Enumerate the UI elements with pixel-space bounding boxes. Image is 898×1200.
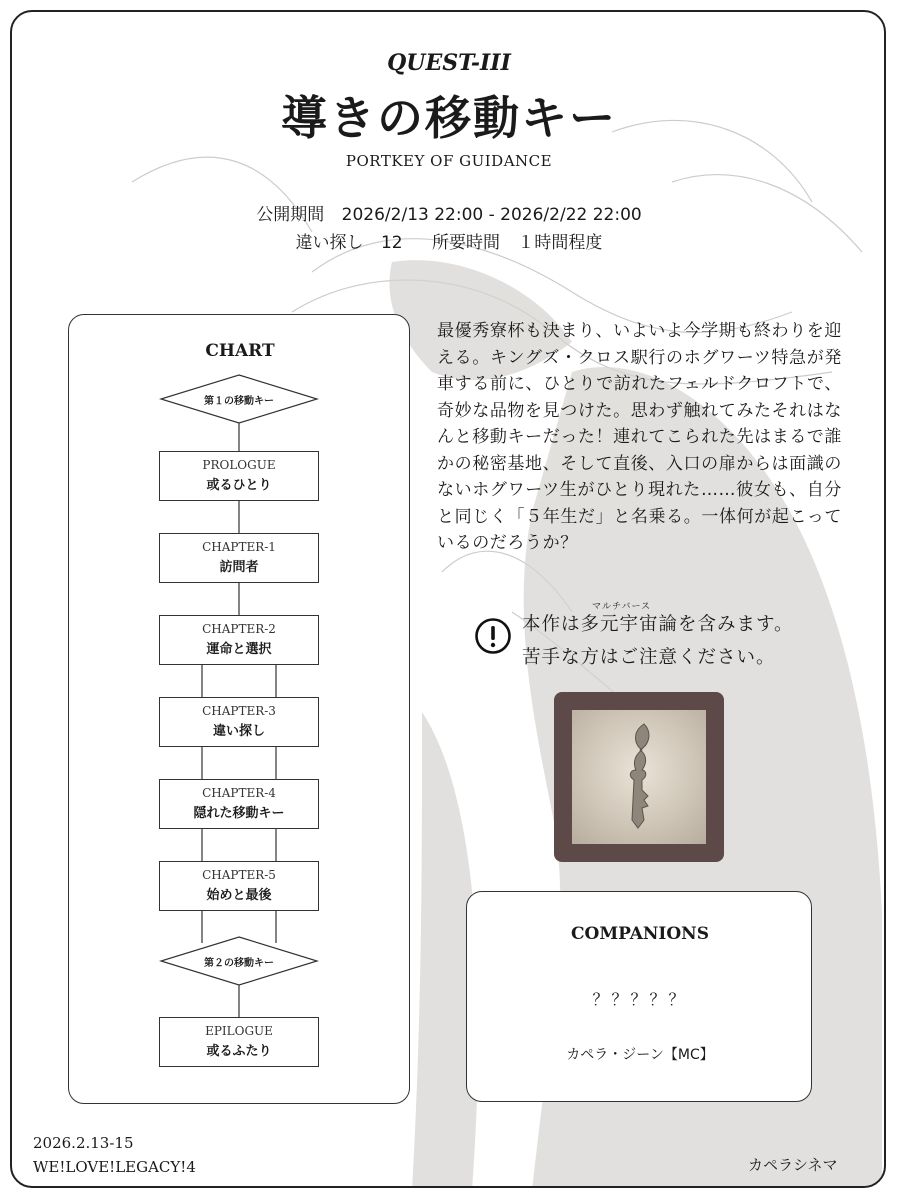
footer-event: WE!LOVE!LEGACY!4 — [33, 1158, 196, 1176]
story-text: 最優秀寮杯も決まり、いよいよ今学期も終わりを迎える。キングズ・クロス駅行のホグワーツ特急が発車する前に、ひとりで訪れたフェルドクロフトで、奇妙な品物を見つけた。思わず触れてみたそれはなんと移動キーだった！連れてこられた先はまるで誰かの秘密基地、そして直後、入口の扉からは面識のないホグワーツ生がひとり現れた……彼女も、自分と同じく「５年生だ」と名乗る。一体何が起こっているのだろうか？ — [437, 321, 842, 553]
node-label: EPILOGUE — [205, 1024, 273, 1038]
diamond-portkey-1: 第１の移動キー — [204, 396, 274, 407]
companions-panel — [466, 891, 812, 1102]
flow-node-chapter-3 — [159, 697, 319, 747]
node-subtitle: 隠れた移動キー — [193, 806, 285, 821]
warning-line-1: 本作は多元宇宙論を含みます。 — [522, 614, 794, 635]
flow-node-prologue — [159, 451, 319, 501]
flow-node-chapter-2 — [159, 615, 319, 665]
companion-member: カペラ・ジーン【MC】 — [566, 1047, 714, 1063]
companion-unknown: ？？？？？ — [592, 990, 688, 1009]
node-label: CHAPTER-1 — [202, 540, 276, 554]
node-subtitle: 或るひとり — [206, 478, 272, 493]
flow-node-chapter-5 — [159, 861, 319, 911]
flow-node-chapter-4 — [159, 779, 319, 829]
node-label: CHAPTER-5 — [202, 868, 276, 882]
page-subtitle: PORTKEY OF GUIDANCE — [345, 152, 553, 170]
warning-icon — [474, 617, 512, 655]
chart-panel — [68, 314, 410, 1104]
portkey-image-inner — [572, 710, 706, 844]
footer-circle: カペラシネマ — [748, 1156, 838, 1174]
node-subtitle: 違い探し — [212, 724, 265, 739]
footer-date: 2026.2.13-15 — [33, 1134, 134, 1152]
period-row — [0, 200, 898, 225]
node-label: CHAPTER-2 — [202, 622, 276, 636]
stats-row — [0, 228, 898, 253]
node-subtitle: 或るふたり — [206, 1044, 272, 1059]
node-subtitle: 始めと最後 — [206, 888, 272, 903]
key-icon — [572, 710, 706, 844]
period-value: 2026/2/13 22:00 - 2026/2/22 22:00 — [341, 205, 642, 225]
diamond-portkey-2: 第２の移動キー — [204, 958, 274, 969]
node-label: CHAPTER-3 — [202, 704, 276, 718]
warning-ruby: マルチバース — [592, 602, 652, 612]
warning-line-2: 苦手な方はご注意ください。 — [522, 647, 776, 668]
companions-title: COMPANIONS — [570, 924, 709, 944]
time-label: 所要時間 — [432, 233, 501, 253]
node-label: PROLOGUE — [202, 458, 276, 472]
diff-value: 12 — [380, 233, 403, 253]
page-title: 導きの移動キー — [281, 91, 617, 145]
chart-title: CHART — [205, 341, 275, 361]
time-value: １時間程度 — [517, 233, 603, 253]
portkey-image — [554, 692, 724, 862]
flow-node-epilogue — [159, 1017, 319, 1067]
node-label: CHAPTER-4 — [202, 786, 276, 800]
quest-label: QUEST-III — [387, 50, 511, 76]
flow-node-chapter-1 — [159, 533, 319, 583]
node-subtitle: 運命と選択 — [206, 642, 272, 657]
period-label: 公開期間 — [256, 205, 325, 225]
diff-label: 違い探し — [295, 233, 364, 253]
node-subtitle: 訪問者 — [219, 560, 259, 575]
